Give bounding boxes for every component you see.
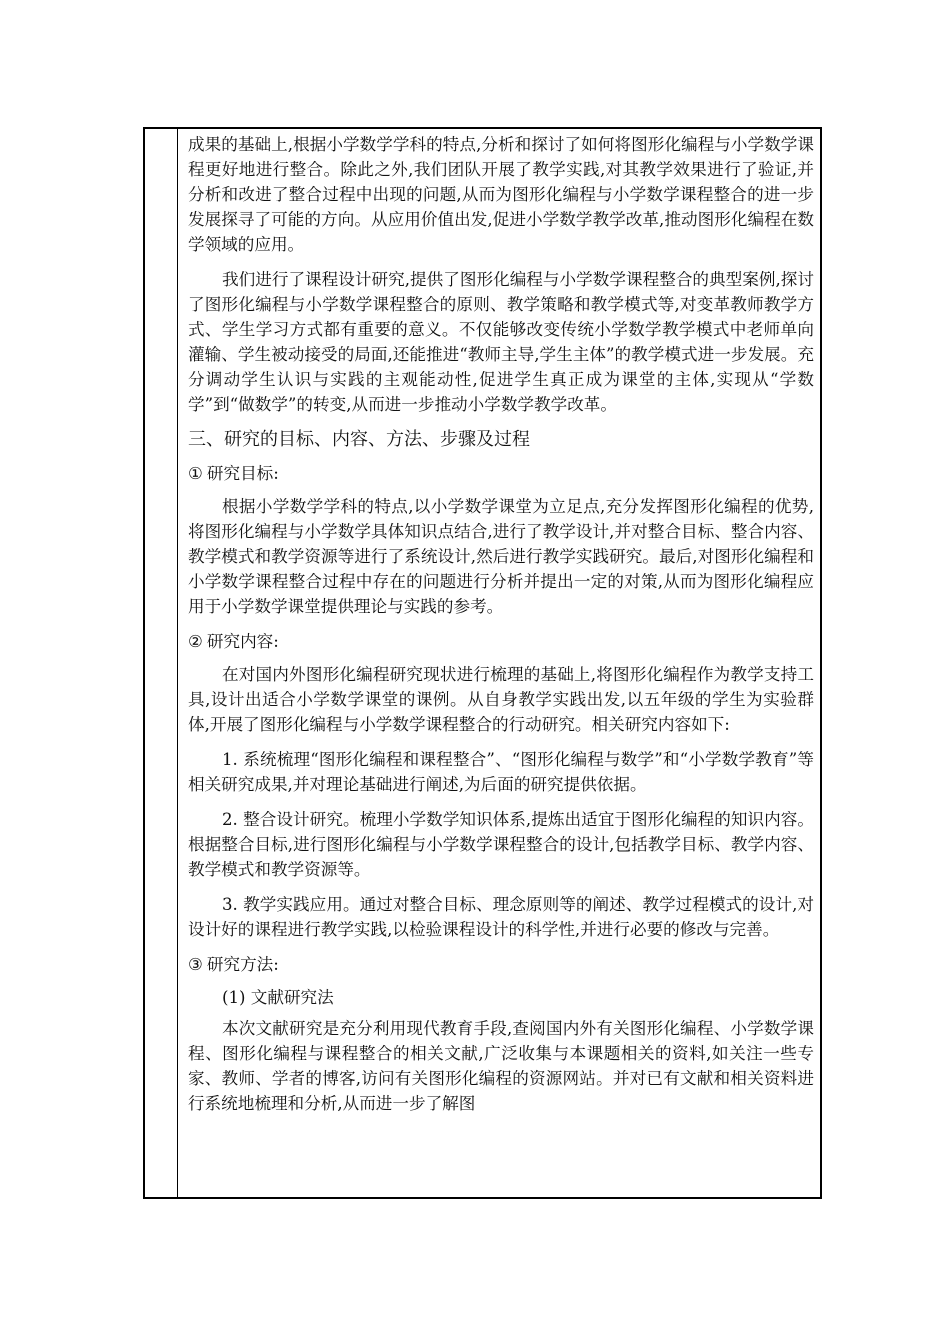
list-item-2: 2. 整合设计研究。梳理小学数学知识体系,提炼出适宜于图形化编程的知识内容。根据整合目标,进行图形化编程与小学数学课程整合的设计,包括教学目标、教学内容、教学模式和教学资源等。 [188, 810, 814, 879]
paragraph-research-goal: 根据小学数学学科的特点,以小学数学课堂为立足点,充分发挥图形化编程的优势,将图形化编程与小学数学具体知识点结合,进行了教学设计,并对整合目标、整合内容、教学模式和教学资源等进行了系统设计,然后进行教学实践研究。最后,对图形化编程和小学数学课程整合过程中存在的问题进行分析并提出一定的对策,从而为图形化编程应用于小学数学课堂提供理论与实践的参考。 [188, 497, 814, 616]
paragraph-course-design: 我们进行了课程设计研究,提供了图形化编程与小学数学课程整合的典型案例,探讨了图形化编程与小学数学课程整合的原则、教学策略和教学模式等,对变革教师教学方式、学生学习方式都有重要的意义。不仅能够改变传统小学数学教学模式中老师单向灌输、学生被动接受的局面,还能推进“教师主导,学生主体”的教学模式进一步发展。充分调动学生认识与实践的主观能动性,促进学生真正成为课堂的主体,实现从“学数学”到“做数学”的转变,从而进一步推动小学数学教学改革。 [188, 270, 814, 414]
research-method-label: 研究方法: [206, 955, 279, 974]
circled-number-3: ③ [188, 955, 203, 974]
circled-number-1: ① [188, 464, 203, 483]
section-heading-3: 三、研究的目标、内容、方法、步骤及过程 [188, 429, 530, 450]
research-method-heading [188, 952, 814, 977]
paragraph-literature-method: 本次文献研究是充分利用现代教育手段,查阅国内外有关图形化编程、小学数学课程、图形化编程与课程整合的相关文献,广泛收集与本课题相关的资料,如关注一些专家、教师、学者的博客,访问有关图形化编程的资源网站。并对已有文献和相关资料进行系统地梳理和分析,从而进一步了解图 [188, 1019, 814, 1113]
research-content-heading [188, 629, 814, 654]
table-column-divider [177, 129, 178, 1197]
research-content-label: 研究内容: [206, 632, 279, 651]
paragraph-results-summary: 成果的基础上,根据小学数学学科的特点,分析和探讨了如何将图形化编程与小学数学课程更好地进行整合。除此之外,我们团队开展了教学实践,对其教学效果进行了验证,并分析和改进了整合过程中出现的问题,从而为图形化编程与小学数学课程整合的进一步发展探寻了可能的方向。从应用价值出发,促进小学数学教学改革,推动图形化编程在数学领域的应用。 [188, 135, 814, 254]
document-table [143, 127, 822, 1199]
document-content [188, 132, 814, 1126]
list-item-3: 3. 教学实践应用。通过对整合目标、理念原则等的阐述、教学过程模式的设计,对设计好的课程进行教学实践,以检验课程设计的科学性,并进行必要的修改与完善。 [188, 895, 814, 939]
list-item-1: 1. 系统梳理“图形化编程和课程整合”、“图形化编程与数学”和“小学数学教育”等相关研究成果,并对理论基础进行阐述,为后面的研究提供依据。 [188, 750, 814, 794]
circled-number-2: ② [188, 632, 203, 651]
paragraph-research-content-intro: 在对国内外图形化编程研究现状进行梳理的基础上,将图形化编程作为教学支持工具,设计出适合小学数学课堂的课例。从自身教学实践出发,以五年级的学生为实验群体,开展了图形化编程与小学数学课程整合的行动研究。相关研究内容如下: [188, 665, 814, 734]
method-1-label: (1) 文献研究法 [222, 988, 334, 1007]
research-goal-heading [188, 461, 814, 486]
research-goal-label: 研究目标: [206, 464, 279, 483]
